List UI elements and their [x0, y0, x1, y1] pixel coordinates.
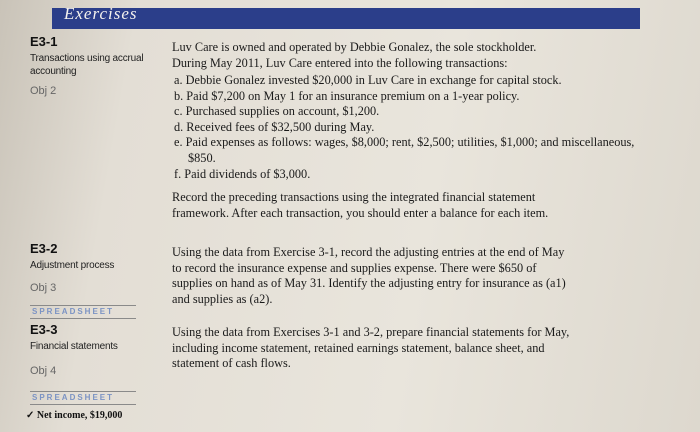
exercise-number: E3-1 [30, 34, 58, 49]
transaction-item: e. Paid expenses as follows: wages, $8,000; rent, $2,500; utilities, $1,000; and miscellaneous, $850. [174, 135, 635, 165]
exercise-e3-3-sidebar [30, 322, 160, 377]
paragraph-line: and supplies as (a2). [172, 291, 273, 306]
exercise-e3-2-sidebar [30, 241, 160, 294]
transaction-item: f. Paid dividends of $3,000. [174, 166, 311, 181]
spreadsheet-rule [30, 391, 136, 392]
paragraph-line: statement of cash flows. [172, 356, 291, 371]
paragraph-line: Luv Care is owned and operated by Debbie Gonalez, the sole stockholder. [172, 40, 537, 54]
paragraph-line: Using the data from Exercise 3-1, record the adjusting entries at the end of May [172, 245, 565, 259]
exercise-topic-line: accounting [30, 66, 77, 77]
objective-label: Obj 3 [30, 282, 57, 294]
spreadsheet-rule [30, 318, 136, 319]
objective-label: Obj 4 [30, 365, 57, 377]
exercise-topic-line: Adjustment process [30, 260, 115, 271]
spreadsheet-tag: SPREADSHEET [32, 393, 115, 402]
exercise-e3-2-text [172, 245, 652, 307]
exercise-topic-line: Transactions using accrual [30, 53, 144, 64]
paragraph-line: Using the data from Exercises 3-1 and 3-2, prepare financial statements for May, [172, 325, 570, 339]
transaction-item: b. Paid $7,200 on May 1 for an insurance premium on a 1-year policy. [174, 88, 520, 103]
paragraph-line: framework. After each transaction, you should enter a balance for each item. [172, 205, 549, 220]
exercise-e3-3-text [172, 325, 652, 372]
spreadsheet-rule [30, 305, 136, 306]
exercise-e3-1-instructions [172, 190, 652, 221]
exercise-e3-1-sidebar [30, 34, 160, 97]
transaction-item: c. Purchased supplies on account, $1,200. [174, 104, 380, 119]
paragraph-line: supplies on hand as of May 31. Identify the adjusting entry for insurance as (a1) [172, 276, 566, 291]
paragraph-line: During May 2011, Luv Care entered into the following transactions: [172, 55, 508, 70]
exercise-number: E3-2 [30, 241, 58, 256]
paragraph-line: including income statement, retained earnings statement, balance sheet, and [172, 340, 545, 355]
spreadsheet-rule [30, 404, 136, 405]
check-figure: ✓ Net income, $19,000 [26, 410, 123, 421]
transaction-item: a. Debbie Gonalez invested $20,000 in Luv Care in exchange for capital stock. [174, 73, 562, 87]
exercise-number: E3-3 [30, 322, 58, 337]
objective-label: Obj 2 [30, 85, 57, 97]
spreadsheet-tag: SPREADSHEET [32, 307, 115, 316]
transaction-item: d. Received fees of $32,500 during May. [174, 119, 375, 134]
exercise-e3-1-intro [172, 40, 652, 71]
transaction-list [172, 73, 652, 182]
banner-rule [52, 28, 640, 29]
section-banner [52, 8, 640, 28]
section-title: Exercises [64, 4, 138, 23]
exercise-topic-line: Financial statements [30, 341, 118, 352]
paragraph-line: Record the preceding transactions using the integrated financial statement [172, 190, 536, 204]
paragraph-line: to record the insurance expense and supplies expense. There were $650 of [172, 260, 537, 275]
